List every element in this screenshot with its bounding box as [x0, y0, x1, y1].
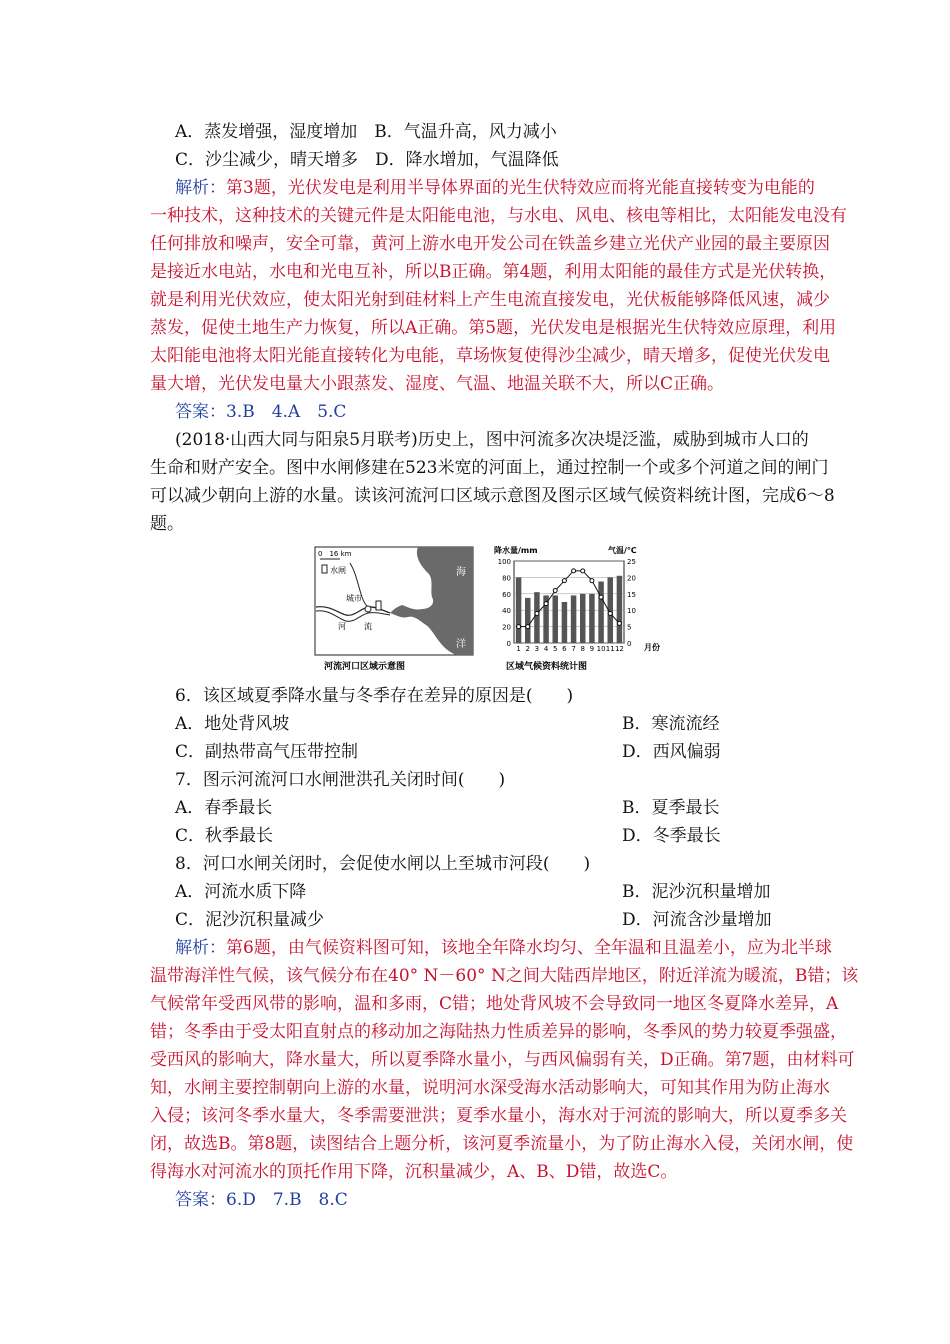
- analysis2-text-1: 第6题，由气候资料图可知，该地全年降水均匀、全年温和且温差小，应为北半球: [226, 938, 832, 958]
- temperature-point: [526, 625, 530, 629]
- q8-option-a: A．河流水质下降: [175, 882, 307, 902]
- analysis1-line-8: 量大增，光伏发电量大小跟蒸发、湿度、气温、地温关联不大，所以C正确。: [150, 374, 725, 394]
- precip-bar: [589, 594, 595, 643]
- analysis1-line-4: 是接近水电站，水电和光电互补，所以B正确。第4题，利用太阳能的最佳方式是光伏转换，: [150, 262, 837, 282]
- q8-option-b: B．泥沙沉积量增加: [622, 882, 771, 902]
- analysis2-line-7: 入侵；该河冬季水量大，冬季需要泄洪；夏季水量小，海水对于河流的影响大，所以夏季多关: [150, 1106, 847, 1126]
- q5-options-ab: A．蒸发增强，湿度增加 B．气温升高，风力减小: [175, 122, 557, 142]
- chart-left-tick-label: 0: [506, 640, 511, 648]
- precip-bar: [534, 592, 540, 643]
- precip-bar: [553, 595, 559, 643]
- chart-left-tick-label: 80: [502, 574, 511, 583]
- chart-right-tick-label: 20: [627, 574, 636, 583]
- q7-options-row1: [175, 796, 720, 820]
- city-marker: [365, 606, 371, 612]
- intro-line-2: 生命和财产安全。图中水闸修建在523米宽的河面上，通过控制一个或多个河道之间的闸门: [150, 458, 829, 478]
- map-river-liu: 流: [364, 622, 372, 631]
- temperature-point: [617, 621, 621, 625]
- q7-option-c: C．秋季最长: [175, 826, 274, 846]
- chart-x-label: 月份: [644, 643, 660, 652]
- analysis1-line-6: 蒸发，促使土地生产力恢复，所以A正确。第5题，光伏发电是根据光生伏特效应原理，利用: [150, 318, 837, 338]
- chart-x-tick-label: 10: [596, 645, 606, 653]
- chart-right-tick-label: 5: [627, 623, 632, 632]
- precip-bar: [571, 595, 577, 643]
- chart-x-tick-label: 6: [562, 645, 567, 653]
- chart-x-tick-label: 12: [614, 645, 624, 653]
- legend-gate-label: 水闸: [330, 566, 346, 575]
- temperature-point: [581, 569, 585, 573]
- analysis2-line-6: 知，水闸主要控制朝向上游的水量，说明河水深受海水活动影响大，可知其作用为防止海水: [150, 1078, 830, 1098]
- map-caption: 河流河口区域示意图: [324, 662, 406, 672]
- q8-option-c: C．泥沙沉积量减少: [175, 910, 325, 930]
- chart-x-tick-label: 4: [543, 645, 549, 653]
- chart-x-tick-label: 1: [516, 645, 521, 653]
- temperature-point: [553, 589, 557, 593]
- map-sea-label: 海: [456, 567, 466, 578]
- precip-bar: [562, 602, 568, 643]
- analysis2-line-5: 受西风的影响大，降水量大，所以夏季降水量小，与西风偏弱有关，D正确。第7题，由材料可: [150, 1050, 855, 1070]
- q8-options-row2: [175, 908, 772, 932]
- temperature-point: [572, 569, 576, 573]
- q7-stem: 7．图示河流河口水闸泄洪孔关闭时间( ): [175, 770, 506, 790]
- q5-options-cd: C．沙尘减少，晴天增多 D．降水增加，气温降低: [175, 150, 559, 170]
- q8-stem: 8．河口水闸关闭时，会促使水闸以上至城市河段( ): [175, 854, 591, 874]
- analysis2-line-4: 错；冬季由于受太阳直射点的移动加之海陆热力性质差异的影响，冬季风的势力较夏季强盛，: [150, 1022, 847, 1042]
- q6-option-d: D．西风偏弱: [622, 742, 721, 762]
- chart-x-tick-label: 11: [605, 645, 615, 653]
- chart-left-tick-label: 60: [502, 590, 511, 599]
- chart-left-tick-label: 40: [502, 607, 511, 616]
- q7-option-a: A．春季最长: [175, 798, 273, 818]
- map-city-label: 城市: [346, 594, 362, 603]
- chart-left-axis-label: 降水量/mm: [494, 546, 538, 555]
- answer2: 答案：6.D 7.B 8.C: [175, 1190, 348, 1210]
- q8-options-row1: [175, 880, 771, 904]
- chart-right-tick-label: 0: [627, 640, 632, 648]
- analysis1-label: 解析：: [175, 178, 226, 198]
- chart-x-tick-label: 3: [534, 645, 540, 653]
- analysis1-line-7: 太阳能电池将太阳光能直接转化为电能，草场恢复使得沙尘减少，晴天增多，促使光伏发电: [150, 346, 830, 366]
- intro-line-4: 题。: [150, 514, 184, 534]
- gate-marker: [376, 601, 381, 610]
- q6-option-c: C．副热带高气压带控制: [175, 742, 359, 762]
- analysis1-line-2: 一种技术，这种技术的关键元件是太阳能电池，与水电、风电、核电等相比，太阳能发电没有: [150, 206, 847, 226]
- precip-bar: [617, 576, 623, 643]
- q7-option-d: D．冬季最长: [622, 826, 721, 846]
- analysis1-line-1: [175, 176, 815, 200]
- river-mouth-map: [315, 547, 473, 672]
- chart-x-tick-label: 7: [571, 645, 576, 653]
- chart-title: 区域气候资料统计图: [506, 662, 588, 672]
- chart-x-tick-label: 9: [589, 645, 595, 653]
- q6-options-row2: [175, 740, 721, 764]
- chart-left-tick-label: 100: [497, 558, 511, 566]
- temperature-point: [544, 602, 548, 606]
- temperature-point: [562, 579, 566, 583]
- q7-option-b: B．夏季最长: [622, 798, 720, 818]
- temperature-point: [599, 595, 603, 599]
- analysis1-line-5: 就是利用光伏效应，使太阳光射到硅材料上产生电流直接发电，光伏板能够降低风速，减少: [150, 290, 830, 310]
- q8-option-d: D．河流含沙量增加: [622, 910, 772, 930]
- temperature-point: [535, 611, 539, 615]
- climate-chart: [494, 545, 660, 672]
- chart-x-tick-label: 2: [525, 645, 530, 653]
- map-river-he: 河: [338, 622, 346, 631]
- q6-stem: 6．该区域夏季降水量与冬季存在差异的原因是( ): [175, 686, 574, 706]
- analysis2-line-8: 闭，故选B。第8题，读图结合上题分析，该河夏季流量小，为了防止海水入侵，关闭水闸，使: [150, 1134, 854, 1154]
- precip-bar: [525, 598, 531, 643]
- chart-right-axis-label: 气温/℃: [608, 546, 637, 555]
- analysis2-line-2: 温带海洋性气候，该气候分布在40° N－60° N之间大陆西岸地区，附近洋流为暖流，B错；该: [150, 966, 859, 986]
- precip-bar: [580, 594, 586, 643]
- chart-right-tick-label: 25: [627, 558, 636, 566]
- q6-option-b: B．寒流流经: [622, 714, 720, 734]
- analysis1-line-3: 任何排放和噪声，安全可靠，黄河上游水电开发公司在铁盖乡建立光伏产业园的最主要原因: [150, 234, 830, 254]
- intro-line-1: (2018·山西大同与阳泉5月联考)历史上，图中河流多次决堤泛滥，威胁到城市人口的: [175, 430, 809, 450]
- intro-line-3: 可以减少朝向上游的水量。读该河流河口区域示意图及图示区域气候资料统计图，完成6～8: [150, 486, 835, 506]
- analysis2-line-9: 得海水对河流水的顶托作用下降，沉积量减少，A、B、D错，故选C。: [150, 1162, 678, 1182]
- analysis1-text-1: 第3题，光伏发电是利用半导体界面的光生伏特效应而将光能直接转变为电能的: [226, 178, 815, 198]
- figure-svg: [310, 543, 660, 675]
- temperature-point: [590, 579, 594, 583]
- precip-bar: [598, 582, 604, 644]
- chart-right-tick-label: 10: [627, 607, 636, 616]
- analysis2-line-1: [175, 936, 832, 960]
- chart-x-tick-label: 5: [553, 645, 558, 653]
- legend-gate-icon: [322, 565, 327, 573]
- q6-options-row1: [175, 712, 720, 736]
- temperature-point: [517, 625, 521, 629]
- chart-left-tick-label: 20: [502, 623, 511, 632]
- precip-bar: [516, 577, 522, 643]
- analysis2-line-3: 气候常年受西风带的影响，温和多雨，C错；地处背风坡不会导致同一地区冬夏降水差异，A: [150, 994, 839, 1014]
- map-ocean-label: 洋: [456, 639, 466, 650]
- figure-map-and-chart: [310, 543, 660, 679]
- q6-option-a: A．地处背风坡: [175, 714, 290, 734]
- temperature-point: [608, 611, 612, 615]
- scale-label: 0 16 km: [318, 550, 352, 558]
- chart-x-tick-label: 8: [580, 645, 585, 653]
- q7-options-row2: [175, 824, 721, 848]
- analysis2-label: 解析：: [175, 938, 226, 958]
- answer1: 答案：3.B 4.A 5.C: [175, 402, 347, 422]
- chart-right-tick-label: 15: [627, 590, 636, 599]
